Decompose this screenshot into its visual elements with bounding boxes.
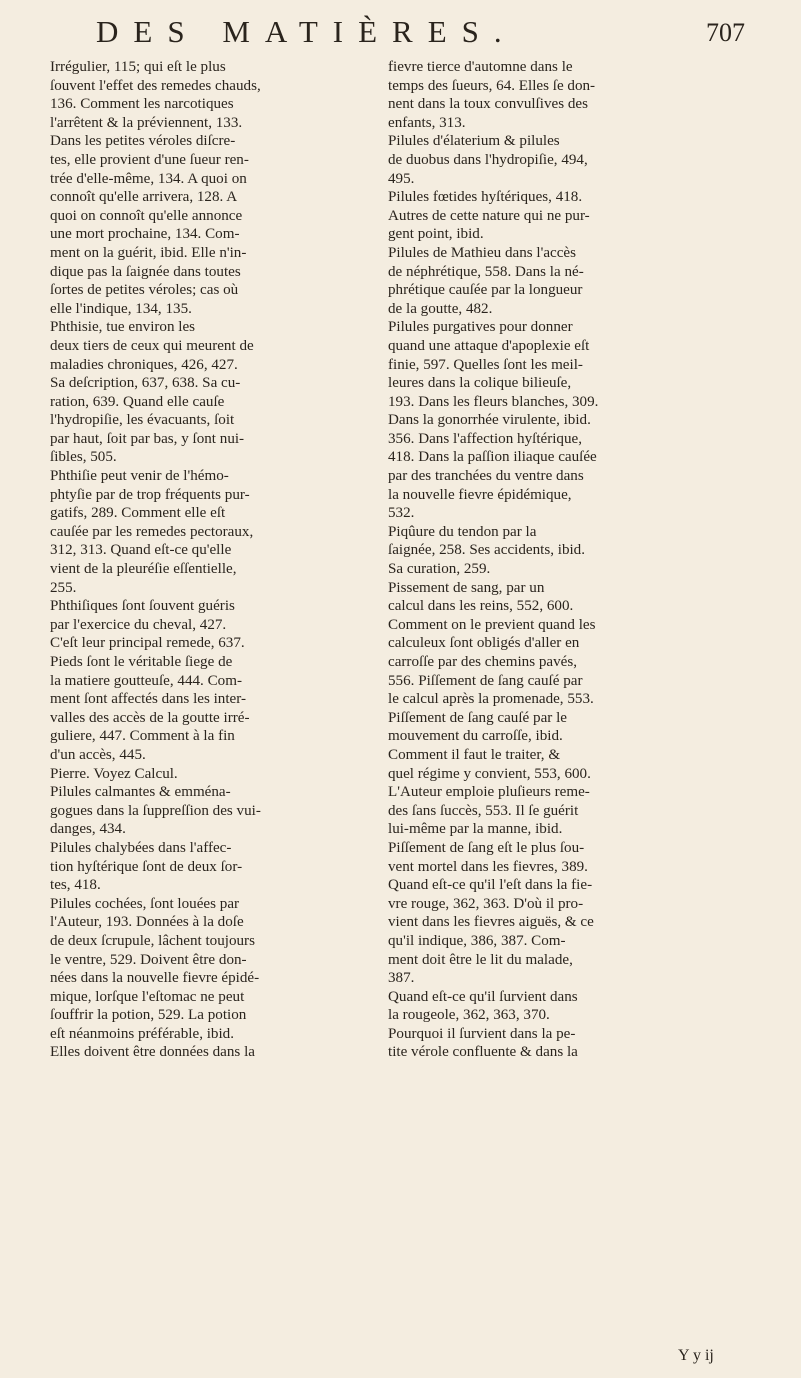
index-line: Quand eſt-ce qu'il l'eſt dans la fie- <box>388 877 593 894</box>
index-line: par des tranchées du ventre dans <box>388 468 584 485</box>
index-line: phtyſie par de trop fréquents pur- <box>50 486 250 503</box>
index-line: guliere, 447. Comment à la fin <box>50 728 235 745</box>
index-line: de deux ſcrupule, lâchent toujours <box>50 932 255 949</box>
index-line: trée d'elle-même, 134. A quoi on <box>50 170 247 187</box>
index-line: Piqûure du tendon par la <box>388 523 537 540</box>
index-line: l'Auteur, 193. Données à la doſe <box>50 914 244 931</box>
index-line: L'Auteur emploie pluſieurs reme- <box>388 784 590 801</box>
index-line: 495. <box>388 170 415 187</box>
index-line: mouvement du carroſſe, ibid. <box>388 728 563 745</box>
index-line: 136. Comment les narcotiques <box>50 96 234 113</box>
running-title: DES MATIÈRES. <box>96 14 517 49</box>
index-line: ſibles, 505. <box>50 449 117 466</box>
index-line: de néphrétique, 558. Dans la né- <box>388 263 584 280</box>
index-line: Quand eſt-ce qu'il ſurvient dans <box>388 988 578 1005</box>
index-line: une mort prochaine, 134. Com- <box>50 226 240 243</box>
index-line: 387. <box>388 970 415 987</box>
index-line: Pieds ſont le véritable ſiege de <box>50 654 233 670</box>
index-line: Elles doivent être données dans la <box>50 1044 255 1061</box>
index-line: danges, 434. <box>50 821 126 838</box>
index-line: ment on la guérit, ibid. Elle n'in- <box>50 244 247 261</box>
index-line: l'hydropiſie, les évacuants, ſoit <box>50 412 235 429</box>
index-line: gent point, ibid. <box>388 226 484 243</box>
index-line: Piſſement de ſang eſt le plus ſou- <box>388 839 585 856</box>
index-line: Sa curation, 259. <box>388 561 491 578</box>
index-line: Comment il faut le traiter, & <box>388 746 561 763</box>
index-line: Pourquoi il ſurvient dans la pe- <box>388 1025 576 1042</box>
index-line: leures dans la colique bilieuſe, <box>388 375 572 392</box>
index-line: ſouffrir la potion, 529. La potion <box>50 1007 247 1024</box>
printer-signature: Y y ij <box>678 1347 714 1364</box>
index-line: l'arrêtent & la préviennent, 133. <box>50 114 243 131</box>
index-line: le calcul après la promenade, 553. <box>388 691 594 708</box>
index-line: d'un accès, 445. <box>50 746 146 763</box>
index-line: tite vérole confluente & dans la <box>388 1044 578 1061</box>
index-line: nées dans la nouvelle fievre épidé- <box>50 970 260 987</box>
index-line: ration, 639. Quand elle cauſe <box>50 393 225 410</box>
index-line: vre rouge, 362, 363. D'où il pro- <box>388 895 584 912</box>
index-line: Irrégulier, 115; qui eſt le plus <box>50 59 226 75</box>
index-line: quand une attaque d'apoplexie eſt <box>388 337 590 354</box>
index-line: gogues dans la ſuppreſſion des vui- <box>50 802 261 819</box>
index-line: Sa deſcription, 637, 638. Sa cu- <box>50 375 241 392</box>
index-line: de la goutte, 482. <box>388 300 493 317</box>
index-line: ſortes de petites véroles; cas où <box>50 282 239 299</box>
index-line: vent mortel dans les fievres, 389. <box>388 858 588 875</box>
index-line: ment doit être le lit du malade, <box>388 951 573 968</box>
index-line: par l'exercice du cheval, 427. <box>50 616 227 633</box>
index-line: Phthiſiques ſont ſouvent guéris <box>50 598 235 615</box>
index-line: Pilules cochées, ſont louées par <box>50 895 240 912</box>
index-line: maladies chroniques, 426, 427. <box>50 356 238 373</box>
index-line: Pilules de Mathieu dans l'accès <box>388 244 576 261</box>
index-line: 556. Piſſement de ſang cauſé par <box>388 672 583 689</box>
index-line: quel régime y convient, 553, 600. <box>388 765 591 782</box>
index-line: Dans les petites véroles diſcre- <box>50 133 236 150</box>
index-line: carroſſe par des chemins pavés, <box>388 654 578 670</box>
index-line: eſt néanmoins préférable, ibid. <box>50 1025 234 1042</box>
index-line: la matiere goutteuſe, 444. Com- <box>50 672 242 689</box>
index-line: C'eſt leur principal remede, 637. <box>50 635 245 652</box>
index-line: Piſſement de ſang cauſé par le <box>388 709 567 726</box>
index-line: dique pas la ſaignée dans toutes <box>50 263 241 280</box>
index-line: Pissement de sang, par un <box>388 579 545 596</box>
index-line: Dans la gonorrhée virulente, ibid. <box>388 412 591 429</box>
index-line: tes, 418. <box>50 877 101 894</box>
page-header <box>0 14 801 58</box>
index-line: 418. Dans la paſſion iliaque cauſée <box>388 449 597 466</box>
index-column-right <box>388 58 714 1062</box>
index-line: calcul dans les reins, 552, 600. <box>388 598 574 615</box>
index-line: deux tiers de ceux qui meurent de <box>50 337 254 354</box>
index-line: finie, 597. Quelles ſont les meil- <box>388 356 583 373</box>
index-line: la rougeole, 362, 363, 370. <box>388 1007 550 1024</box>
index-line: ment ſont affectés dans les inter- <box>50 691 246 708</box>
index-line: gatifs, 289. Comment elle eſt <box>50 505 226 522</box>
index-line: Comment on le previent quand les <box>388 616 596 633</box>
index-line: Pilules purgatives pour donner <box>388 319 573 336</box>
index-line: 312, 313. Quand eſt-ce qu'elle <box>50 542 232 559</box>
index-line: cauſée par les remedes pectoraux, <box>50 523 254 540</box>
index-line: calculeux ſont obligés d'aller en <box>388 635 580 652</box>
index-line: la nouvelle fievre épidémique, <box>388 486 572 503</box>
index-line: enfants, 313. <box>388 114 466 131</box>
index-line: Pilules d'élaterium & pilules <box>388 133 560 150</box>
index-line: 255. <box>50 579 77 596</box>
index-line: vient dans les fievres aiguës, & ce <box>388 914 594 931</box>
index-line: Pilules fœtides hyſtériques, 418. <box>388 189 583 206</box>
index-line: vient de la pleuréſie eſſentielle, <box>50 561 237 578</box>
index-line: 356. Dans l'affection hyſtérique, <box>388 430 582 447</box>
index-line: phrétique cauſée par la longueur <box>388 282 583 299</box>
index-line: temps des ſueurs, 64. Elles ſe don- <box>388 77 596 94</box>
index-line: Phthisie, tue environ les <box>50 319 196 336</box>
index-line: tes, elle provient d'une ſueur ren- <box>50 151 249 168</box>
index-line: fievre tierce d'automne dans le <box>388 59 573 75</box>
index-line: tion hyſtérique ſont de deux ſor- <box>50 858 243 875</box>
index-line: ſouvent l'effet des remedes chauds, <box>50 77 261 94</box>
index-line: par haut, ſoit par bas, y ſont nui- <box>50 430 245 447</box>
index-line: valles des accès de la goutte irré- <box>50 709 250 726</box>
index-line: connoît qu'elle arrivera, 128. A <box>50 189 238 206</box>
index-line: de duobus dans l'hydropiſie, 494, <box>388 151 588 168</box>
index-line: Pierre. Voyez Calcul. <box>50 765 178 782</box>
page-number: 707 <box>706 18 745 47</box>
index-line: 193. Dans les fleurs blanches, 309. <box>388 393 599 410</box>
index-line: le ventre, 529. Doivent être don- <box>50 951 247 968</box>
index-line: lui-même par la manne, ibid. <box>388 821 563 838</box>
index-line: elle l'indique, 134, 135. <box>50 300 192 317</box>
index-line: Phthiſie peut venir de l'hémo- <box>50 468 229 485</box>
index-line: 532. <box>388 505 415 522</box>
index-line: ſaignée, 258. Ses accidents, ibid. <box>388 542 586 559</box>
index-line: Pilules calmantes & emména- <box>50 784 231 801</box>
index-line: des ſans ſuccès, 553. Il ſe guérit <box>388 802 579 819</box>
index-line: quoi on connoît qu'elle annonce <box>50 207 243 224</box>
index-line: Autres de cette nature qui ne pur- <box>388 207 590 224</box>
index-line: nent dans la toux convulſives des <box>388 96 588 113</box>
index-line: qu'il indique, 386, 387. Com- <box>388 932 566 949</box>
index-line: mique, lorſque l'eſtomac ne peut <box>50 988 245 1005</box>
index-column-left <box>50 58 376 1062</box>
index-line: Pilules chalybées dans l'affec- <box>50 839 232 856</box>
